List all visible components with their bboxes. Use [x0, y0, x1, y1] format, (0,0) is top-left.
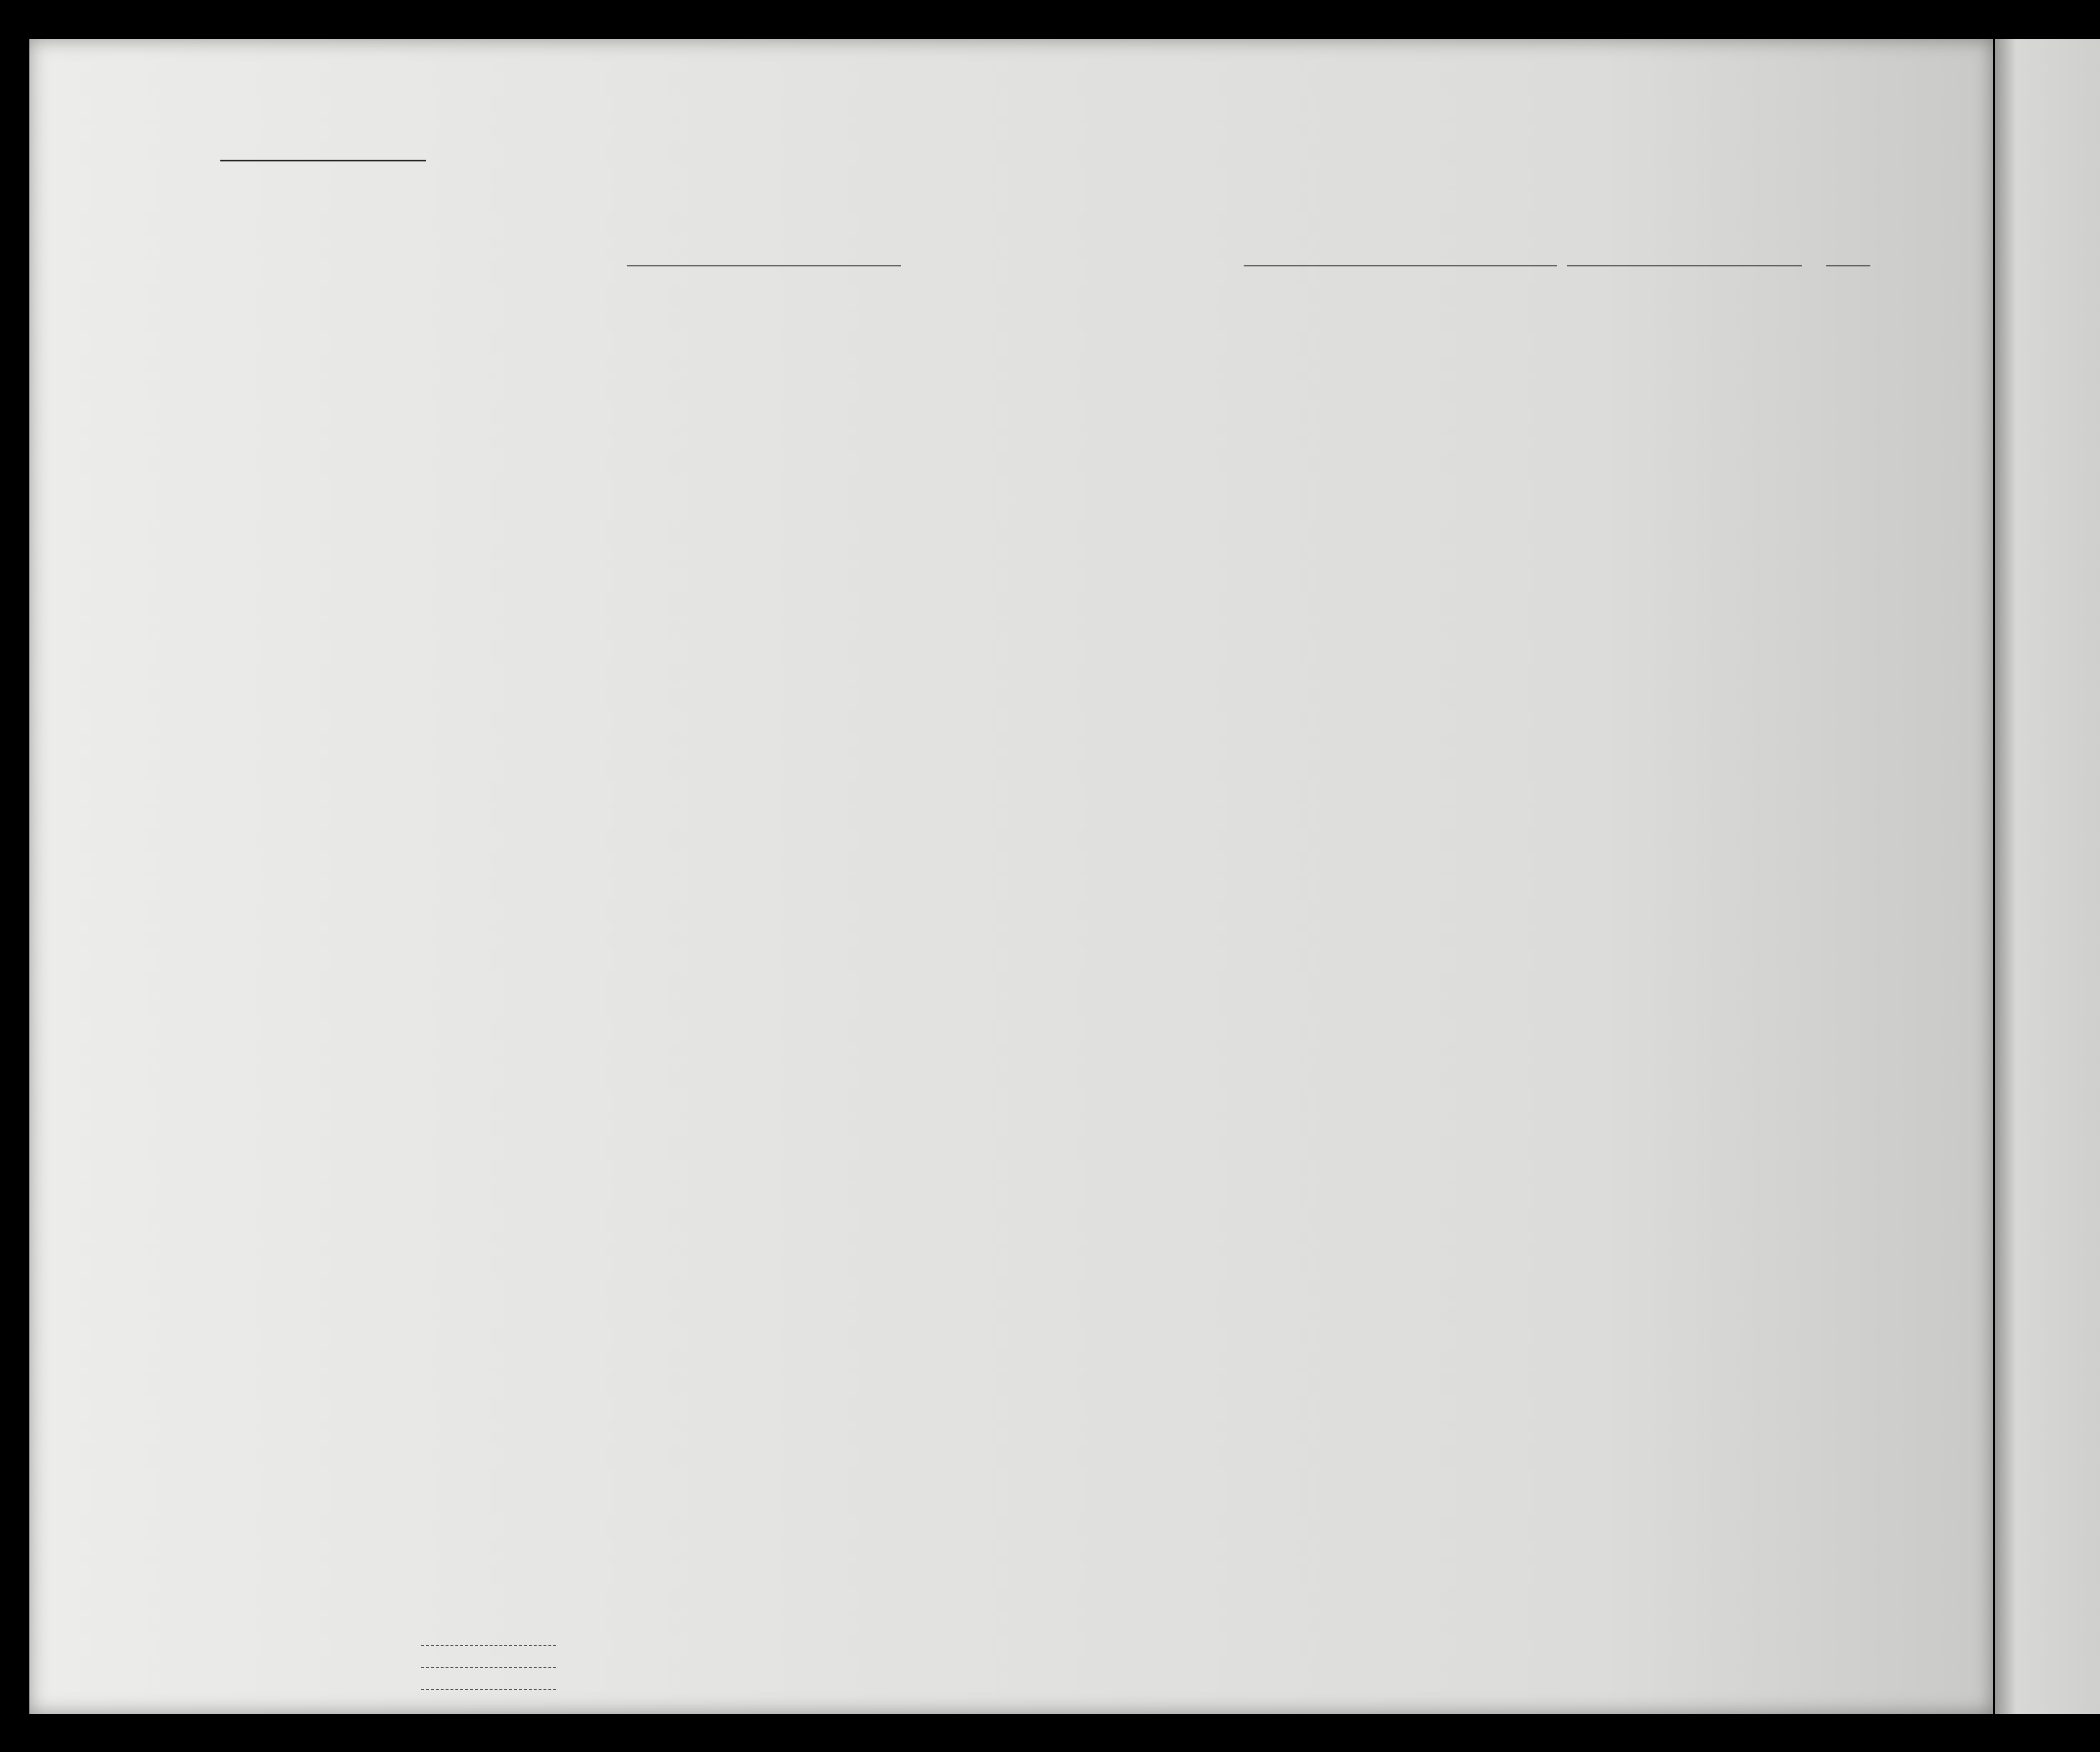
list-underline	[220, 159, 426, 162]
footer-lines	[421, 1640, 558, 1694]
voyage-underlines	[627, 264, 1870, 267]
